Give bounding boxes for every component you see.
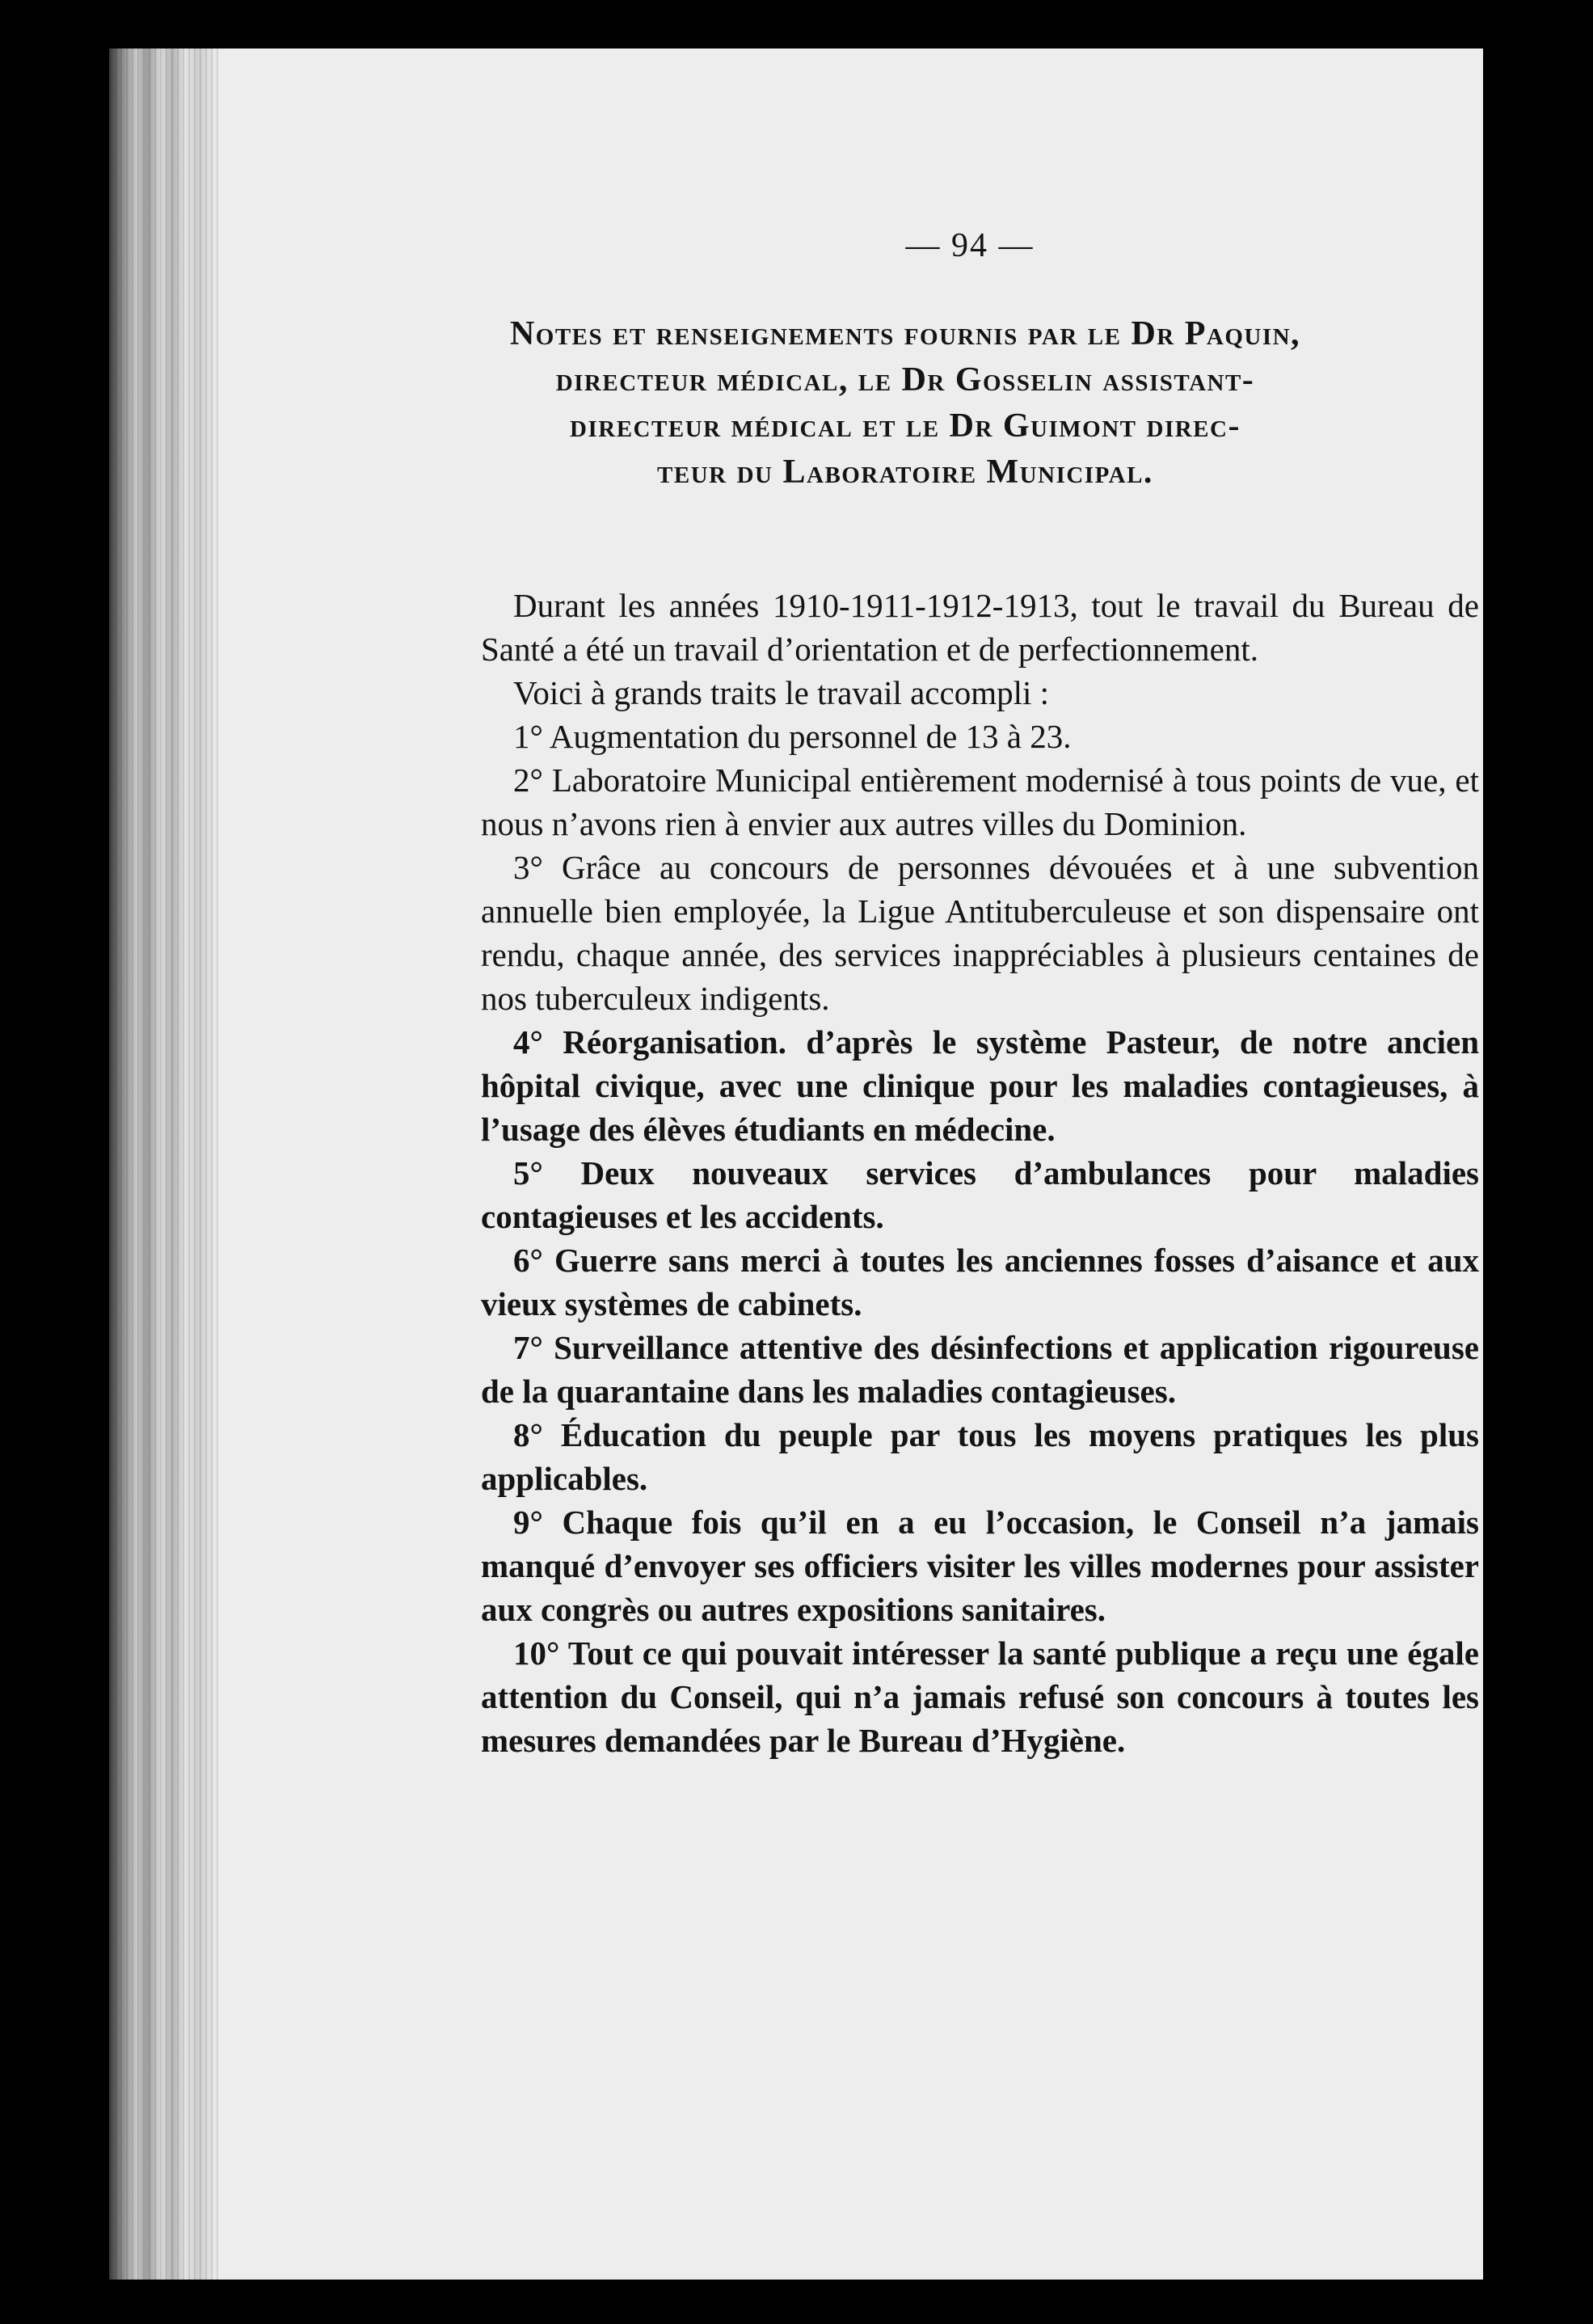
body-text bbox=[481, 584, 1479, 1762]
list-item-4: 4° Réorganisation. d’après le système Pasteur, de notre ancien hôpital civique, avec une clinique pour les maladies contagieuses, à l’usage des élèves étudiants en médecine. bbox=[481, 1023, 1479, 1148]
list-item-9: 9° Chaque fois qu’il en a eu l’occasion, le Conseil n’a jamais manqué d’envoyer ses officiers visiter les villes modernes pour assister aux congrès ou autres expositions sanitaires. bbox=[481, 1504, 1479, 1628]
section-heading bbox=[339, 311, 1471, 496]
list-item-2: 2° Laboratoire Municipal entièrement modernisé à tous points de vue, et nous n’avons rien à envier aux autres villes du Dominion. bbox=[481, 761, 1479, 842]
heading-line: directeur médical, le Dr Gosselin assistant- bbox=[555, 361, 1255, 399]
paragraph-summary: Voici à grands traits le travail accompli : bbox=[513, 674, 1050, 711]
heading-line: teur du Laboratoire Municipal. bbox=[657, 453, 1153, 491]
list-item-7: 7° Surveillance attentive des désinfections et application rigoureuse de la quarantaine dans les maladies contagieuses. bbox=[481, 1329, 1479, 1410]
heading-line: directeur médical et le Dr Guimont direc- bbox=[570, 407, 1241, 445]
list-item-10: 10° Tout ce qui pouvait intéresser la santé publique a reçu une égale attention du Conseil, qui n’a jamais refusé son concours à toutes les mesures demandées par le Bureau d’Hygiène. bbox=[481, 1634, 1479, 1759]
book-binding-edge bbox=[109, 49, 218, 2280]
list-item-1: 1° Augmentation du personnel de 13 à 23. bbox=[513, 718, 1072, 755]
heading-line: Notes et renseignements fournis par le Dr Paquin, bbox=[509, 315, 1301, 352]
page-number: — 94 — bbox=[905, 227, 1035, 264]
list-item-3: 3° Grâce au concours de personnes dévouées et à une subvention annuelle bien employée, la Ligue Antituberculeuse et son dispensaire ont rendu, chaque année, des services inappréciables à plusieurs centaines de nos tuberculeux indigents. bbox=[481, 849, 1479, 1017]
list-item-6: 6° Guerre sans merci à toutes les anciennes fosses d’aisance et aux vieux systèmes de cabinets. bbox=[481, 1242, 1479, 1322]
list-item-5: 5° Deux nouveaux services d’ambulances pour maladies contagieuses et les accidents. bbox=[481, 1154, 1479, 1235]
paragraph-intro: Durant les années 1910-1911-1912-1913, tout le travail du Bureau de Santé a été un travail d’orientation et de perfectionnement. bbox=[481, 587, 1479, 668]
list-item-8: 8° Éducation du peuple par tous les moyens pratiques les plus applicables. bbox=[481, 1416, 1479, 1497]
